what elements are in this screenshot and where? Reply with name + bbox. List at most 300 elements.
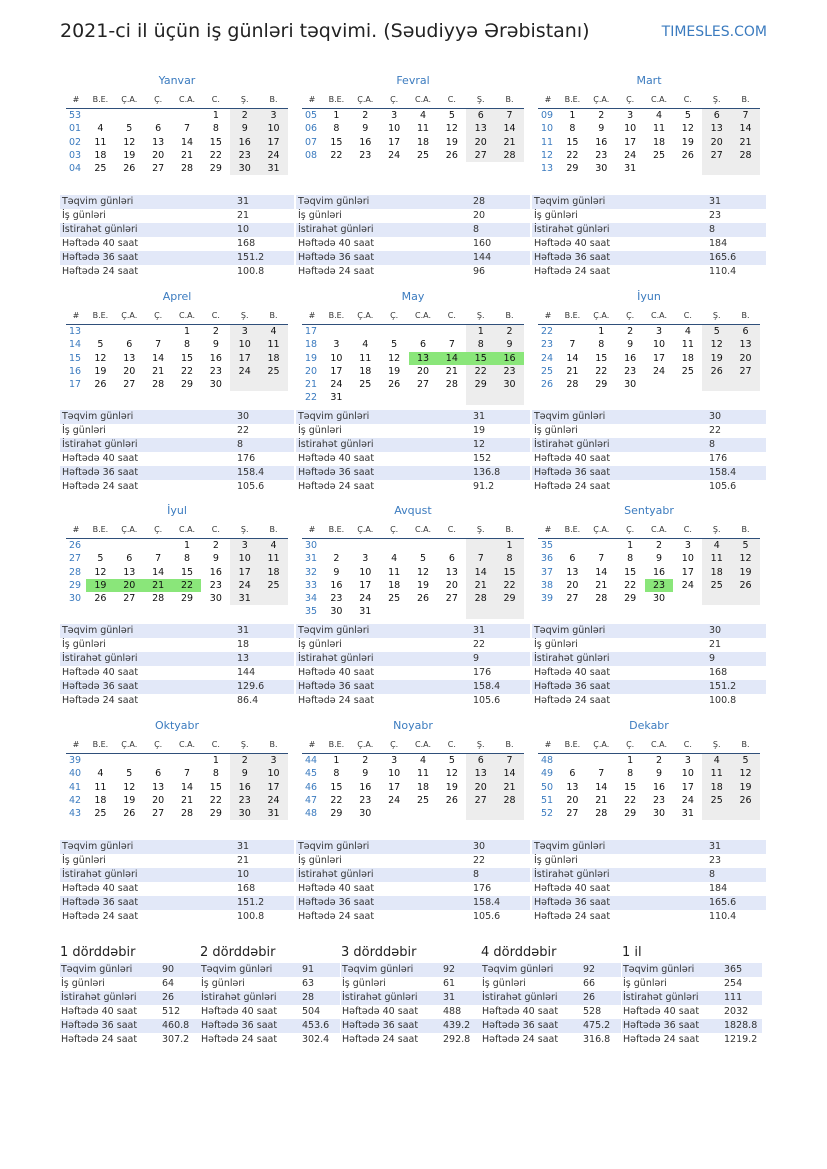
day-cell: 4 <box>702 754 731 767</box>
day-cell: 25 <box>702 579 731 592</box>
stat-label: Həftədə 24 saat <box>534 911 611 922</box>
day-cell: 24 <box>359 593 372 605</box>
day-cell <box>259 592 288 605</box>
day-cell <box>731 592 760 605</box>
day-cell: 14 <box>180 781 194 793</box>
week-number: 16 <box>69 365 82 377</box>
week-number: 34 <box>305 593 318 605</box>
quarter-title: 1 dörddəbir <box>60 945 136 960</box>
day-cell: 15 <box>209 781 222 793</box>
stat-label: Həftədə 36 saat <box>61 1020 138 1031</box>
week-number: 17 <box>305 326 318 337</box>
day-cell <box>144 754 173 767</box>
day-cell: 18 <box>259 352 288 365</box>
day-cell: 28 <box>495 794 524 807</box>
brand-link[interactable]: TIMESLES.COM <box>661 24 767 40</box>
quarter-stat-row <box>622 1005 762 1019</box>
stat-value: 96 <box>473 266 486 277</box>
week-row <box>302 136 524 149</box>
week-number: 13 <box>541 163 554 175</box>
day-cell <box>495 807 524 820</box>
week-number: 49 <box>541 768 554 780</box>
day-cell: 20 <box>152 149 165 161</box>
day-cell: 30 <box>330 606 343 618</box>
day-cell <box>731 162 760 175</box>
week-row <box>538 807 760 820</box>
day-cell: 20 <box>466 781 495 794</box>
stat-row <box>60 223 294 237</box>
stat-row <box>532 666 766 680</box>
weekday-header <box>302 308 524 325</box>
day-cell <box>437 605 466 618</box>
day-cell: 4 <box>684 326 691 337</box>
stat-row <box>532 896 766 910</box>
day-cell: 26 <box>445 149 458 161</box>
day-cell: 12 <box>123 136 136 148</box>
day-cell: 3 <box>684 755 691 766</box>
weekday-label: B. <box>269 525 278 534</box>
stat-label: İstirahət günləri <box>61 992 137 1003</box>
weekday-label: Ç.A. <box>121 311 138 320</box>
day-cell: 26 <box>731 579 760 592</box>
day-cell: 18 <box>652 136 666 148</box>
day-cell: 26 <box>416 593 430 605</box>
day-cell: 28 <box>566 379 579 391</box>
weekday-label: C. <box>447 740 456 749</box>
stat-label: Həftədə 36 saat <box>534 467 611 478</box>
stat-row <box>532 223 766 237</box>
day-cell: 19 <box>86 579 115 592</box>
day-cell: 11 <box>94 136 107 148</box>
day-cell: 9 <box>655 768 663 780</box>
day-cell: 29 <box>180 593 194 605</box>
week-number: 17 <box>69 379 82 391</box>
day-cell <box>173 754 202 767</box>
day-cell: 24 <box>259 794 288 807</box>
stat-value: 91.2 <box>473 481 495 492</box>
day-cell: 12 <box>731 767 760 780</box>
week-row <box>302 767 524 780</box>
weekday-label: B.E. <box>328 95 345 104</box>
day-cell: 16 <box>330 579 343 591</box>
week-number: 11 <box>541 136 554 148</box>
day-cell: 24 <box>652 365 666 377</box>
stat-row <box>296 652 530 666</box>
quarter-stat-row <box>341 991 481 1005</box>
day-cell: 23 <box>495 365 524 378</box>
week-row <box>538 352 760 365</box>
day-cell: 7 <box>155 339 162 351</box>
stat-row <box>60 666 294 680</box>
day-cell: 11 <box>681 339 694 351</box>
day-cell: 3 <box>684 540 691 551</box>
weekday-header <box>302 522 524 539</box>
quarter-stat-row <box>200 1033 340 1047</box>
stat-row <box>532 840 766 854</box>
stat-label: Həftədə 36 saat <box>298 467 375 478</box>
stat-value: 184 <box>709 238 728 249</box>
day-cell: 26 <box>94 593 107 605</box>
day-cell <box>437 325 466 338</box>
day-cell: 5 <box>448 110 455 121</box>
day-cell: 17 <box>259 781 288 794</box>
stat-label: İş günləri <box>298 639 342 650</box>
month-5 <box>302 286 524 405</box>
day-cell: 7 <box>183 768 191 780</box>
week-row <box>538 552 760 565</box>
day-cell: 12 <box>94 352 107 364</box>
weekday-label: C.A. <box>414 740 431 749</box>
week-number: 28 <box>69 566 82 578</box>
stat-label: İstirahət günləri <box>298 439 374 450</box>
week-row <box>538 122 760 135</box>
day-cell: 31 <box>259 162 288 175</box>
day-cell: 1 <box>183 540 191 551</box>
day-cell: 11 <box>359 352 372 364</box>
quarter-stat-row <box>60 1019 200 1033</box>
week-number: 26 <box>69 540 82 551</box>
weekday-label: Ç.A. <box>357 740 374 749</box>
weekday-label: B.E. <box>564 525 581 534</box>
stat-label: Həftədə 24 saat <box>298 695 375 706</box>
week-row <box>66 566 288 579</box>
day-cell: 5 <box>684 110 691 121</box>
stat-label: Təqvim günləri <box>298 411 370 422</box>
stat-value: 22 <box>473 639 486 650</box>
stat-value: 61 <box>443 978 456 989</box>
weekday-label: Ç. <box>390 95 399 104</box>
day-cell: 16 <box>359 136 372 148</box>
stat-label: İş günləri <box>298 210 342 221</box>
day-cell: 25 <box>652 149 666 161</box>
day-cell: 21 <box>152 365 165 377</box>
weekday-label: Ş. <box>240 311 249 320</box>
month-10 <box>66 715 288 820</box>
day-cell: 21 <box>731 136 760 149</box>
week-row <box>538 781 760 794</box>
quarter-stat-row <box>341 977 481 991</box>
day-cell: 8 <box>466 338 495 351</box>
stat-value: 10 <box>237 224 250 235</box>
weekday-label: B. <box>741 311 750 320</box>
stat-value: 28 <box>473 196 486 207</box>
weekday-label: B. <box>505 740 514 749</box>
day-cell: 25 <box>681 365 694 377</box>
quarter-block <box>60 943 200 1047</box>
day-cell: 7 <box>155 553 162 565</box>
stat-value: 22 <box>709 425 722 436</box>
weekday-label: Ş. <box>240 95 249 104</box>
stat-value: 105.6 <box>473 911 501 922</box>
weekday-label: Ç. <box>626 525 635 534</box>
day-cell: 6 <box>569 553 576 565</box>
stat-value: 512 <box>162 1006 181 1017</box>
stat-row <box>60 438 294 452</box>
weekday-label: # <box>72 311 80 320</box>
stat-row <box>532 680 766 694</box>
quarter-stat-row <box>60 977 200 991</box>
day-cell: 2 <box>627 326 634 337</box>
day-cell: 27 <box>123 593 136 605</box>
day-cell: 12 <box>388 352 401 364</box>
stat-label: Həftədə 36 saat <box>342 1020 419 1031</box>
stat-value: 26 <box>162 992 175 1003</box>
day-cell: 6 <box>731 325 760 338</box>
stat-value: 100.8 <box>237 266 265 277</box>
day-cell: 13 <box>566 781 579 793</box>
weekday-label: C. <box>683 525 692 534</box>
day-cell: 20 <box>566 579 579 591</box>
stat-label: İstirahət günləri <box>62 869 138 880</box>
stat-value: 316.8 <box>583 1034 611 1045</box>
stat-label: İstirahət günləri <box>62 439 138 450</box>
month-name: Oktyabr <box>154 719 200 732</box>
day-cell <box>673 592 702 605</box>
day-cell: 8 <box>495 552 524 565</box>
day-cell: 30 <box>209 593 222 605</box>
stat-row <box>532 452 766 466</box>
weekday-label: B.E. <box>328 740 345 749</box>
stat-row <box>296 896 530 910</box>
quarter-stat-row <box>60 1005 200 1019</box>
day-cell: 9 <box>627 339 634 351</box>
stat-value: 136.8 <box>473 467 501 478</box>
day-cell: 5 <box>126 123 133 135</box>
day-cell: 20 <box>416 365 430 377</box>
week-row <box>538 162 760 175</box>
week-row <box>66 325 288 338</box>
stat-label: Həftədə 40 saat <box>201 1006 278 1017</box>
day-cell: 2 <box>655 540 663 551</box>
day-cell: 10 <box>359 566 372 578</box>
weekday-label: B.E. <box>92 740 109 749</box>
stat-label: İş günləri <box>201 978 245 989</box>
stat-value: 8 <box>237 439 244 450</box>
week-number: 22 <box>541 326 554 337</box>
week-number: 46 <box>305 781 318 793</box>
day-cell: 11 <box>416 768 430 780</box>
day-cell <box>115 325 144 338</box>
day-cell <box>380 539 409 552</box>
quarter-block <box>341 943 481 1047</box>
day-cell: 22 <box>624 794 637 806</box>
day-cell: 17 <box>259 136 288 149</box>
day-cell: 19 <box>416 579 430 591</box>
stat-label: İş günləri <box>62 855 106 866</box>
day-cell: 25 <box>259 579 288 592</box>
day-cell: 14 <box>495 122 524 135</box>
day-cell: 22 <box>566 149 579 161</box>
month-4 <box>66 286 288 391</box>
stat-value: 21 <box>709 639 722 650</box>
week-row <box>302 352 524 365</box>
day-cell: 28 <box>445 379 458 391</box>
month-stats <box>60 195 294 279</box>
day-cell: 15 <box>624 566 637 578</box>
day-cell: 8 <box>183 339 191 351</box>
day-cell: 19 <box>123 794 136 806</box>
day-cell: 28 <box>152 379 165 391</box>
quarter-stat-row <box>200 1005 340 1019</box>
week-number: 19 <box>305 352 318 364</box>
stat-value: 86.4 <box>237 695 259 706</box>
stat-value: 144 <box>473 252 492 263</box>
weekday-label: C. <box>683 740 692 749</box>
weekday-label: Ş. <box>712 311 721 320</box>
week-row <box>66 767 288 780</box>
month-8 <box>302 500 524 619</box>
weekday-label: B.E. <box>564 95 581 104</box>
stat-label: İş günləri <box>62 210 106 221</box>
stat-value: 28 <box>302 992 315 1003</box>
week-number: 30 <box>69 593 82 605</box>
day-cell <box>409 539 438 552</box>
stat-label: Təqvim günləri <box>62 625 134 636</box>
month-stats <box>532 624 766 708</box>
day-cell: 2 <box>230 754 259 767</box>
week-number: 39 <box>69 755 82 766</box>
day-cell: 14 <box>152 352 165 364</box>
day-cell: 9 <box>230 122 259 135</box>
quarter-stat-row <box>200 963 340 977</box>
quarter-stat-row <box>481 963 621 977</box>
day-cell: 3 <box>362 553 369 565</box>
day-cell: 10 <box>259 122 288 135</box>
stat-label: Həftədə 36 saat <box>534 252 611 263</box>
stat-value: 176 <box>473 883 492 894</box>
stat-value: 66 <box>583 978 596 989</box>
stat-value: 30 <box>237 411 250 422</box>
day-cell: 27 <box>416 379 430 391</box>
day-cell: 31 <box>330 392 343 404</box>
day-cell: 31 <box>259 807 288 820</box>
stat-label: Həftədə 24 saat <box>201 1034 278 1045</box>
stat-label: Təqvim günləri <box>62 411 134 422</box>
week-row <box>66 352 288 365</box>
day-cell: 16 <box>495 352 524 365</box>
week-row <box>66 122 288 135</box>
day-cell: 1 <box>598 326 605 337</box>
weekday-label: C.A. <box>650 95 667 104</box>
week-row <box>302 325 524 338</box>
day-cell: 23 <box>359 794 372 806</box>
week-number: 07 <box>305 136 318 148</box>
stat-row <box>60 868 294 882</box>
day-cell: 28 <box>180 808 194 820</box>
stat-row <box>532 410 766 424</box>
day-cell: 20 <box>115 579 144 592</box>
stat-label: Təqvim günləri <box>201 964 273 975</box>
day-cell <box>86 539 115 552</box>
month-stats <box>532 840 766 924</box>
day-cell: 11 <box>94 781 107 793</box>
week-row <box>66 162 288 175</box>
day-cell: 30 <box>230 162 259 175</box>
day-cell: 16 <box>230 781 259 794</box>
stat-row <box>296 854 530 868</box>
month-stats <box>60 410 294 494</box>
stat-value: 8 <box>473 869 480 880</box>
day-cell: 5 <box>126 768 133 780</box>
stat-value: 18 <box>237 639 250 650</box>
stat-value: 64 <box>162 978 175 989</box>
stat-label: Həftədə 24 saat <box>534 266 611 277</box>
day-cell: 3 <box>230 539 259 552</box>
day-cell: 7 <box>495 754 524 767</box>
day-cell: 2 <box>333 553 340 565</box>
weekday-label: B. <box>269 311 278 320</box>
stat-row <box>60 694 294 708</box>
day-cell: 13 <box>409 352 438 365</box>
day-cell: 9 <box>212 553 219 565</box>
stat-label: Təqvim günləri <box>298 841 370 852</box>
day-cell: 27 <box>445 593 458 605</box>
day-cell: 10 <box>681 553 694 565</box>
stat-label: Həftədə 36 saat <box>534 681 611 692</box>
weekday-label: Ç.A. <box>593 740 610 749</box>
month-stats <box>60 624 294 708</box>
stat-value: 151.2 <box>237 252 265 263</box>
day-cell: 1 <box>627 540 634 551</box>
day-cell: 3 <box>230 325 259 338</box>
day-cell: 16 <box>209 352 222 364</box>
day-cell: 9 <box>333 566 340 578</box>
stat-label: İstirahət günləri <box>534 869 610 880</box>
stat-label: Təqvim günləri <box>482 964 554 975</box>
quarter-stat-row <box>341 1019 481 1033</box>
stat-value: 528 <box>583 1006 602 1017</box>
stat-label: Təqvim günləri <box>534 411 606 422</box>
stat-row <box>60 896 294 910</box>
weekday-label: # <box>308 311 316 320</box>
stat-value: 100.8 <box>237 911 265 922</box>
stat-label: Həftədə 40 saat <box>62 238 139 249</box>
week-row <box>66 365 288 378</box>
day-cell: 23 <box>652 794 666 806</box>
day-cell: 1 <box>466 325 495 338</box>
day-cell <box>322 325 351 338</box>
week-number: 22 <box>305 392 318 404</box>
stat-row <box>60 854 294 868</box>
day-cell: 1 <box>333 755 340 766</box>
stat-label: Təqvim günləri <box>62 196 134 207</box>
stat-value: 10 <box>237 869 250 880</box>
stat-value: 63 <box>302 978 315 989</box>
stat-value: 9 <box>473 653 480 664</box>
stat-row <box>296 410 530 424</box>
stat-value: 152 <box>473 453 492 464</box>
month-1 <box>66 70 288 175</box>
month-stats <box>296 624 530 708</box>
stat-label: Həftədə 24 saat <box>62 481 139 492</box>
stat-value: 110.4 <box>709 266 737 277</box>
day-cell: 3 <box>655 326 663 337</box>
day-cell: 29 <box>595 379 608 391</box>
month-name: Sentyabr <box>624 504 674 517</box>
day-cell: 19 <box>445 136 458 148</box>
stat-row <box>60 840 294 854</box>
day-cell: 21 <box>466 579 495 592</box>
week-row <box>66 579 288 592</box>
day-cell: 2 <box>655 755 663 766</box>
day-cell: 24 <box>681 579 694 591</box>
stat-value: 31 <box>237 196 250 207</box>
stat-row <box>532 265 766 279</box>
day-cell <box>587 539 616 552</box>
quarter-stat-row <box>200 977 340 991</box>
day-cell: 17 <box>330 365 343 377</box>
day-cell: 22 <box>209 794 222 806</box>
